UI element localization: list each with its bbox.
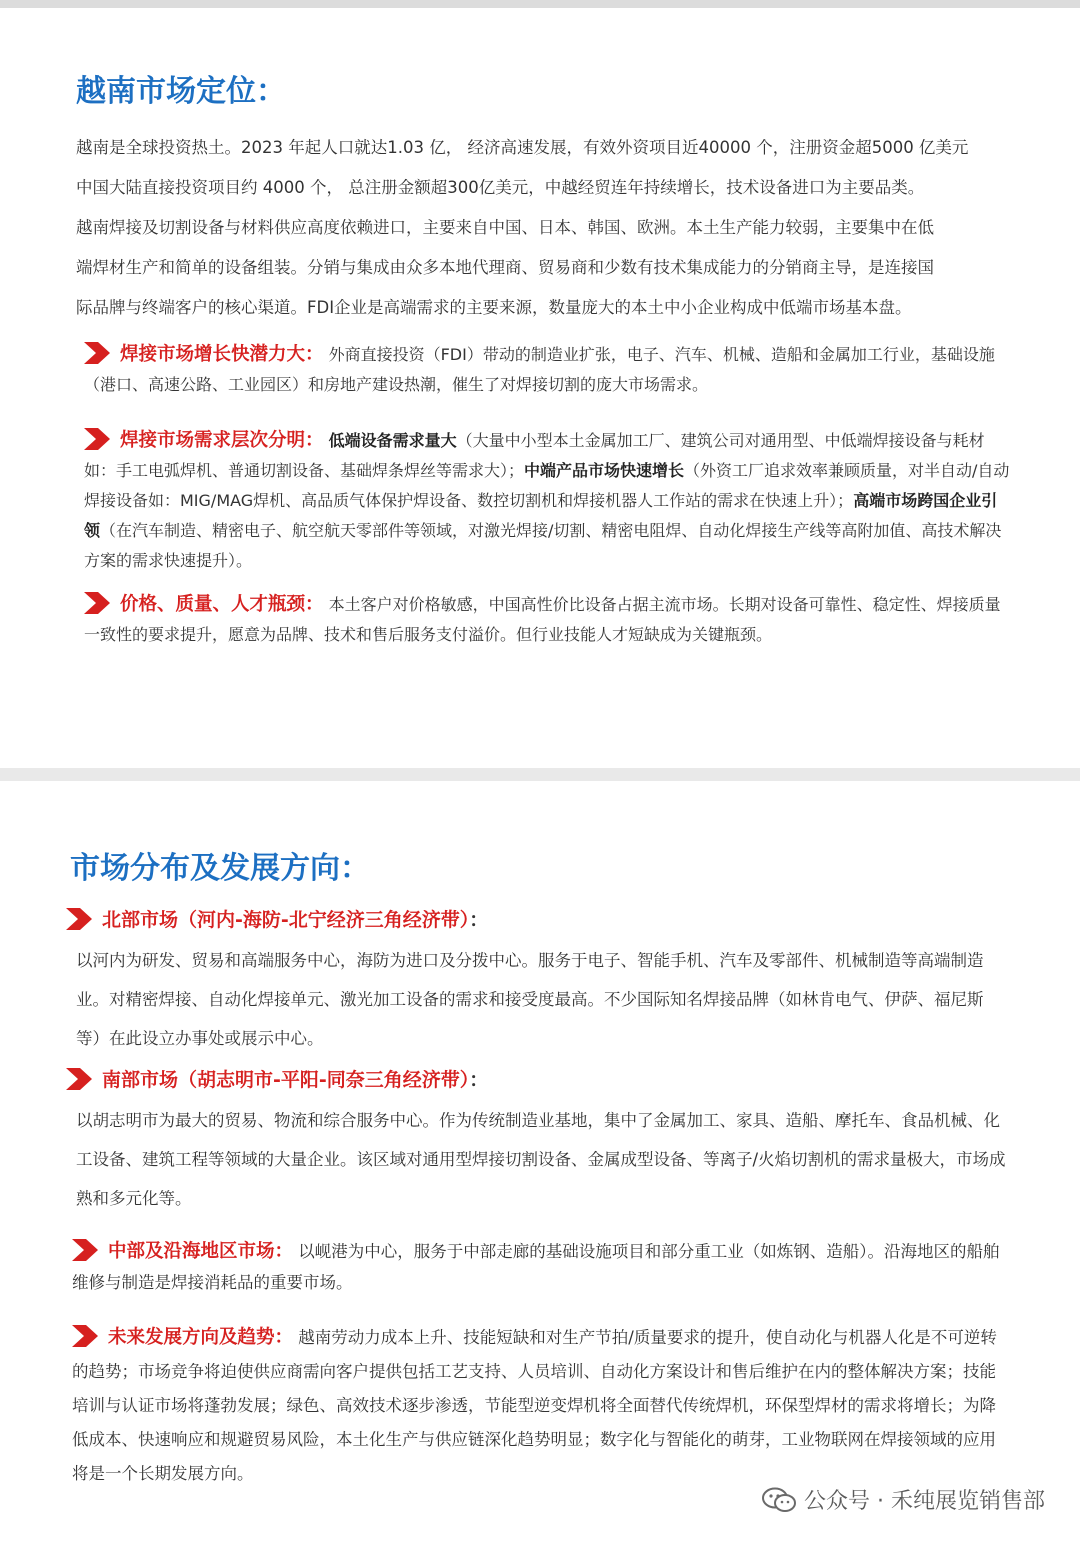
south-title-text: 南部市场（胡志明市-平阳-同奈三角经济带）	[102, 1069, 470, 1091]
intro-line: 越南是全球投资热土。2023 年起人口就达1.03 亿， 经济高速发展，有效外资项目近40000 个，注册资金超5000 亿美元	[76, 138, 969, 157]
central-market	[72, 1236, 1006, 1298]
high-end-label: 高端市场跨国企业引领	[84, 491, 998, 540]
heading-market-positioning: 越南市场定位：	[76, 74, 286, 109]
mid-end-label: 中端产品市场快速增长	[524, 461, 685, 480]
intro-line: 际品牌与终端客户的核心渠道。FDI企业是高端需求的主要来源，数量庞大的本土中小企业构成中低端市场基本盘。	[76, 298, 912, 317]
heading-market-distribution: 市场分布及发展方向：	[70, 851, 370, 886]
north-market-title	[66, 905, 488, 932]
colon: ：	[469, 909, 489, 931]
south-market-text: 以胡志明市为最大的贸易、物流和综合服务中心。作为传统制造业基地，集中了金属加工、家具、造船、摩托车、食品机械、化工设备、建筑工程等领域的大量企业。该区域对通用型焊接切割设备、金属成型设备、等离子/火焰切割机的需求量极大，市场成熟和多元化等。	[76, 1111, 1006, 1208]
low-end-text: （大量中小型本土金属加工厂、建筑公司对通用型、中低端焊接设备与耗材如：手工电弧焊机、普通切割设备、基础焊条焊丝等需求大）；	[84, 431, 985, 480]
point-demand-levels	[84, 426, 1012, 576]
north-market-text: 以河内为研发、贸易和高端服务中心，海防为进口及分拨中心。服务于电子、智能手机、汽车及零部件、机械制造等高端制造业。对精密焊接、自动化焊接单元、激光加工设备的需求和接受度最高。不少国际知名焊接品牌（如林肯电气、伊萨、福尼斯等）在此设立办事处或展示中心。	[76, 951, 984, 1048]
red-arrow-icon	[84, 428, 114, 450]
point-text: 外商直接投资（FDI）带动的制造业扩张，电子、汽车、机械、造船和金属加工行业，基础设施（港口、高速公路、工业园区）和房地产建设热潮，催生了对焊接切割的庞大市场需求。	[84, 345, 995, 394]
low-end-label: 低端设备需求量大	[328, 431, 457, 450]
red-arrow-icon	[72, 1325, 102, 1347]
watermark-text: 公众号 · 禾纯展览销售部	[804, 1489, 1045, 1514]
colon: ：	[469, 1069, 489, 1091]
red-arrow-icon	[84, 342, 114, 364]
slide-market-distribution	[0, 781, 1080, 1547]
red-arrow-icon	[84, 592, 114, 614]
future-text: 越南劳动力成本上升、技能短缺和对生产节拍/质量要求的提升，使自动化与机器人化是不可逆转的趋势；市场竞争将迫使供应商需向客户提供包括工艺支持、人员培训、自动化方案设计和售后维护在内的整体解决方案；技能培训与认证市场将蓬勃发展；绿色、高效技术逐步渗透，节能型逆变焊机将全面替代传统焊机，环保型焊材的需求将增长；为降低成本、快速响应和规避贸易风险，本土化生产与供应链深化趋势明显；数字化与智能化的萌芽，工业物联网在焊接领域的应用将是一个长期发展方向。	[72, 1328, 997, 1483]
point-title: 焊接市场增长快潜力大：	[120, 344, 324, 365]
intro-line: 中国大陆直接投资项目约 4000 个， 总注册金额超300亿美元，中越经贸连年持续增长，技术设备进口为主要品类。	[76, 178, 925, 197]
red-arrow-icon	[66, 908, 96, 930]
slide-market-positioning	[0, 8, 1080, 768]
central-text: 以岘港为中心，服务于中部走廊的基础设施项目和部分重工业（如炼钢、造船）。沿海地区的船舶维修与制造是焊接消耗品的重要市场。	[72, 1242, 1000, 1292]
point-title: 焊接市场需求层次分明：	[120, 430, 324, 451]
top-shadow	[0, 0, 1080, 8]
point-text: 本土客户对价格敏感，中国高性价比设备占据主流市场。长期对设备可靠性、稳定性、焊接质量一致性的要求提升，愿意为品牌、技术和售后服务支付溢价。但行业技能人才短缺成为关键瓶颈。	[84, 595, 1001, 644]
north-title-text: 北部市场（河内-海防-北宁经济三角经济带）	[102, 909, 470, 931]
intro-line: 端焊材生产和简单的设备组装。分销与集成由众多本地代理商、贸易商和少数有技术集成能力的分销商主导，是连接国	[76, 258, 934, 277]
watermark	[762, 1484, 1045, 1515]
central-title: 中部及沿海地区市场：	[108, 1241, 294, 1262]
mid-end-text: （外资工厂追求效率兼顾质量，对半自动/自动焊接设备如：MIG/MAG焊机、高品质气体保护焊设备、数控切割机和焊接机器人工作站的需求在快速上升）；	[84, 461, 1010, 510]
point-title: 价格、质量、人才瓶颈：	[120, 594, 324, 615]
south-market-title	[66, 1065, 488, 1092]
wechat-icon	[762, 1487, 796, 1513]
intro-line: 越南焊接及切割设备与材料供应高度依赖进口，主要来自中国、日本、韩国、欧洲。本土生产能力较弱，主要集中在低	[76, 218, 934, 237]
future-title: 未来发展方向及趋势：	[108, 1327, 294, 1348]
red-arrow-icon	[66, 1068, 96, 1090]
point-bottleneck	[84, 590, 1012, 650]
future-trends	[72, 1321, 1006, 1491]
red-arrow-icon	[72, 1239, 102, 1261]
high-end-text: （在汽车制造、精密电子、航空航天零部件等领域，对激光焊接/切割、精密电阻焊、自动化焊接生产线等高附加值、高技术解决方案的需求快速提升）。	[84, 521, 1002, 570]
point-growth	[84, 340, 1012, 400]
